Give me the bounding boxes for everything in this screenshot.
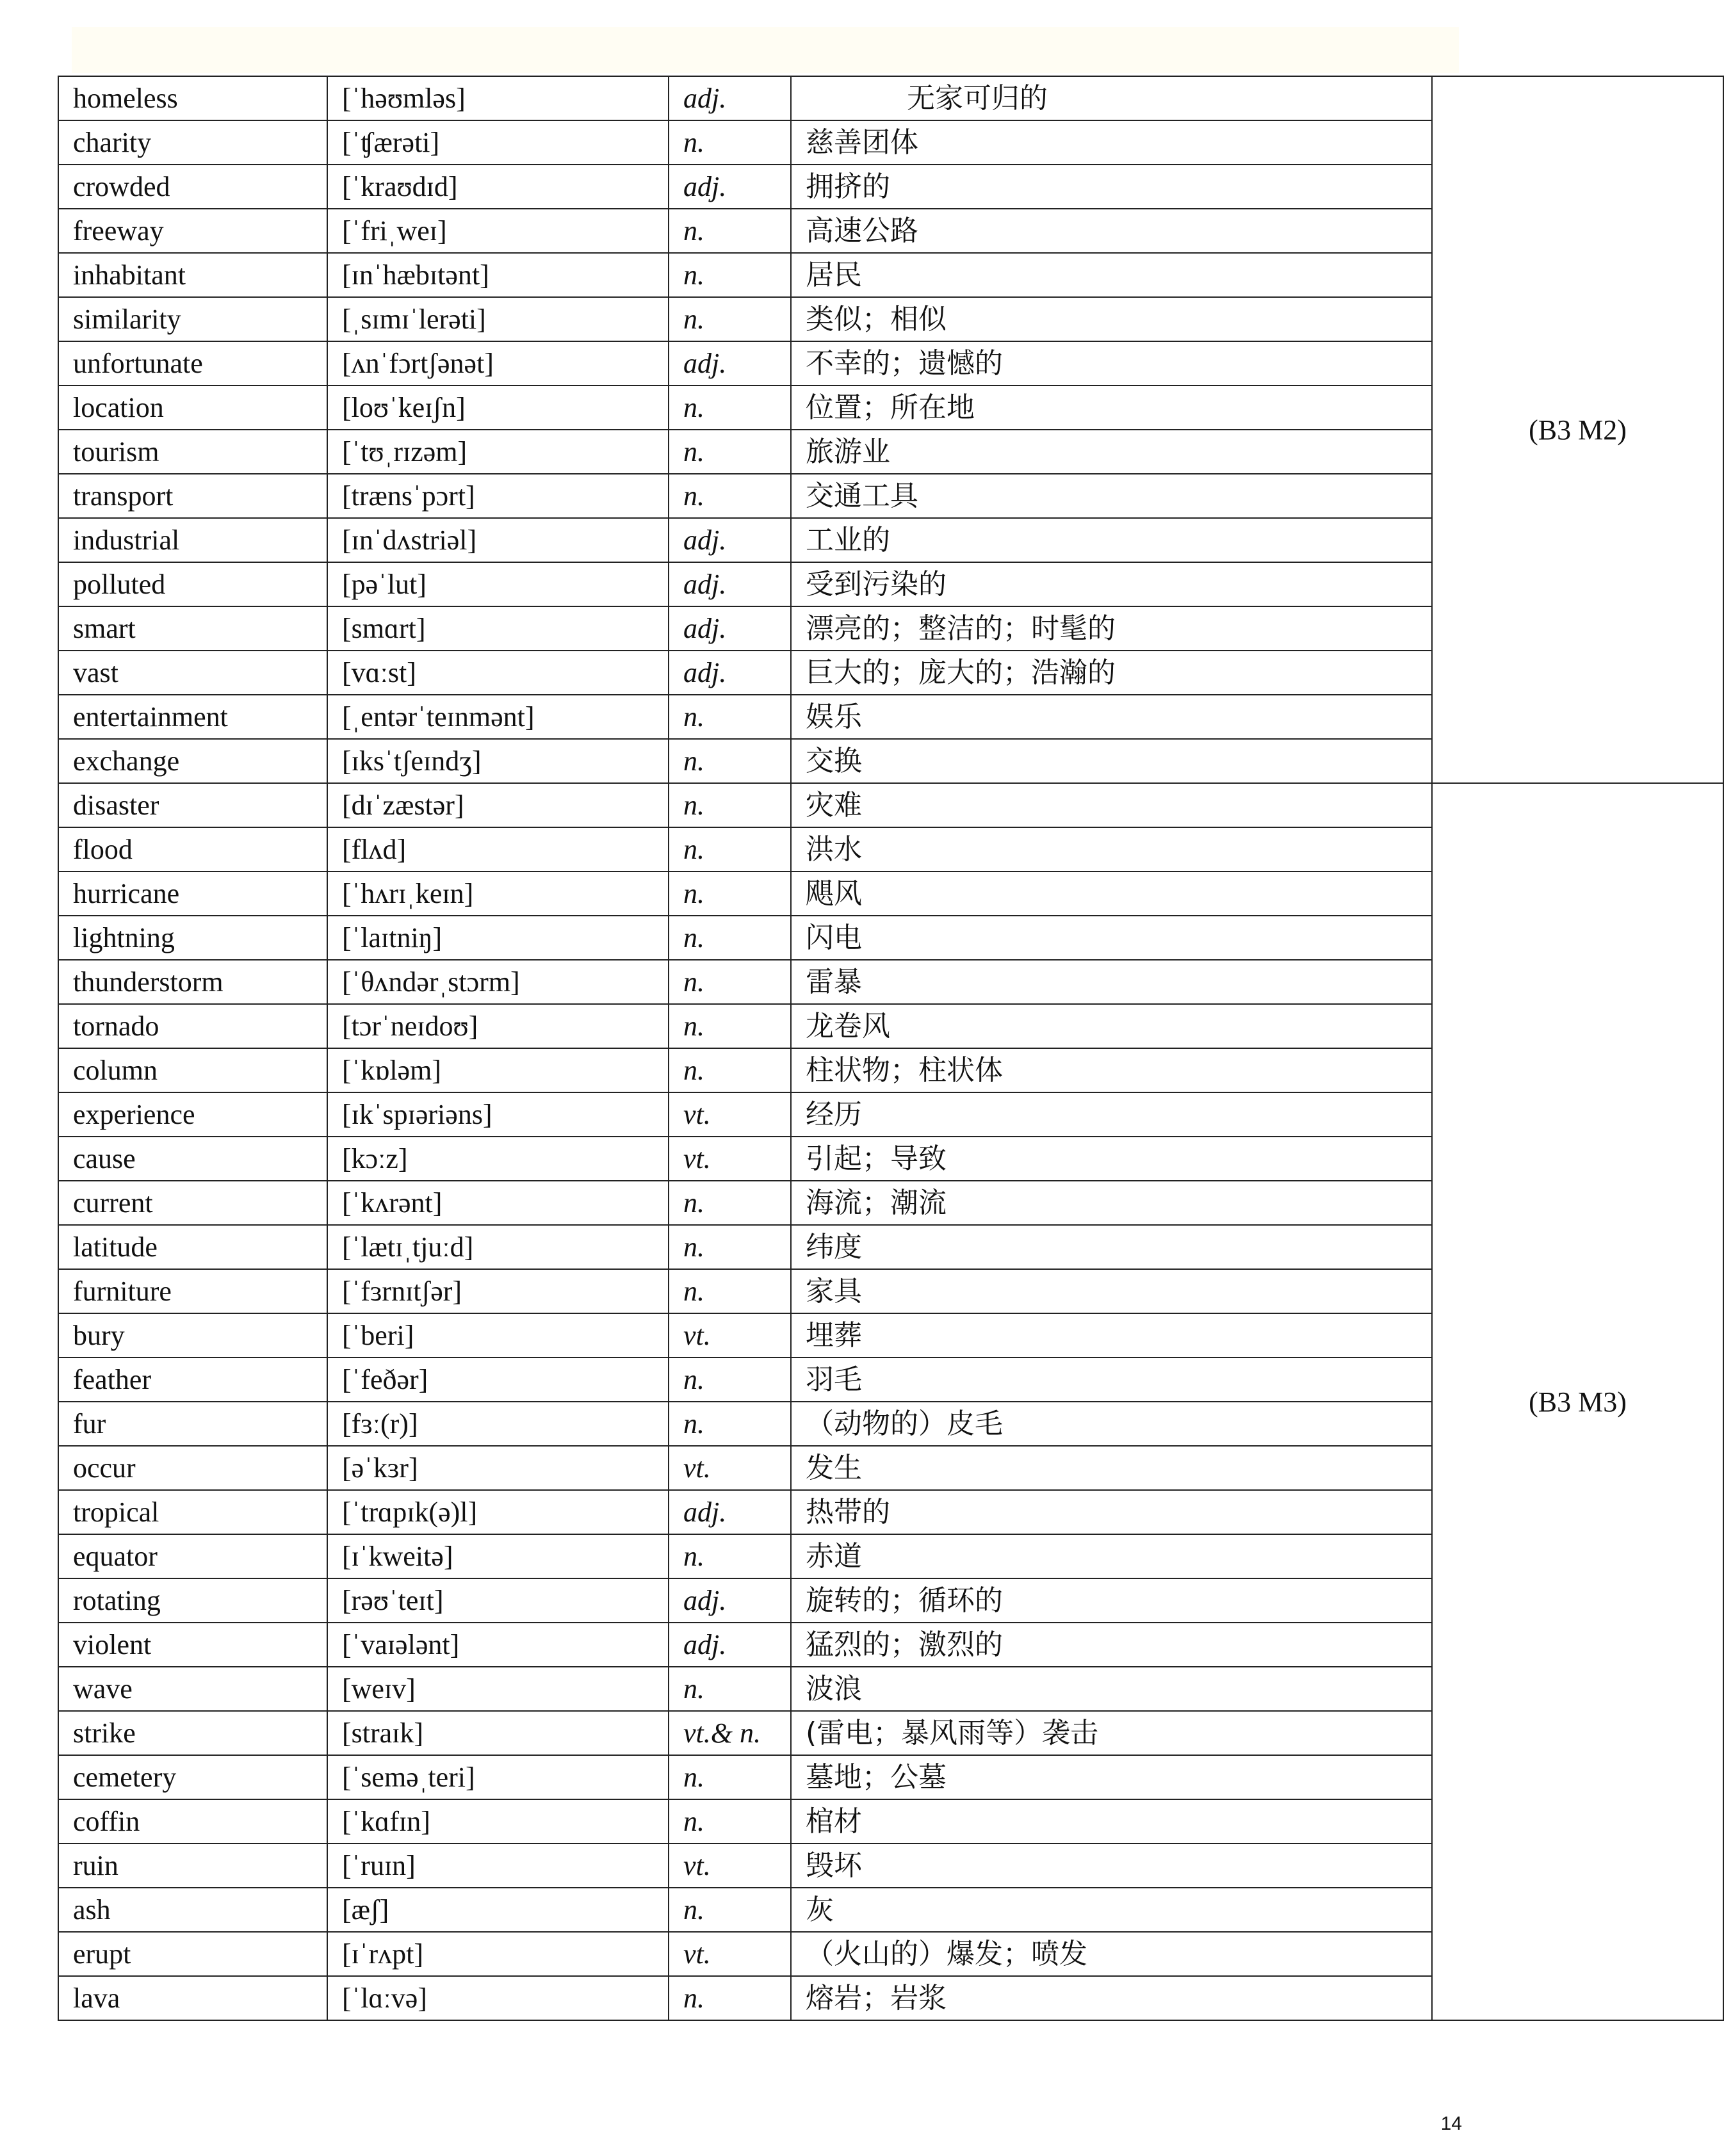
part-of-speech-cell: n. bbox=[669, 474, 791, 518]
word-cell: crowded bbox=[58, 165, 327, 209]
part-of-speech-cell: vt. bbox=[669, 1092, 791, 1137]
word-cell: inhabitant bbox=[58, 253, 327, 297]
part-of-speech-cell: n. bbox=[669, 253, 791, 297]
part-of-speech-cell: n. bbox=[669, 1755, 791, 1799]
phonetic-cell: [fɜː(r)] bbox=[327, 1402, 669, 1446]
phonetic-cell: [ˌsɪmɪˈlerəti] bbox=[327, 297, 669, 341]
word-cell: entertainment bbox=[58, 695, 327, 739]
part-of-speech-cell: adj. bbox=[669, 1578, 791, 1623]
word-cell: location bbox=[58, 385, 327, 430]
word-cell: polluted bbox=[58, 562, 327, 606]
meaning-cell: 类似；相似 bbox=[791, 297, 1432, 341]
meaning-cell: 雷暴 bbox=[791, 960, 1432, 1004]
meaning-cell: 海流；潮流 bbox=[791, 1181, 1432, 1225]
part-of-speech-cell: n. bbox=[669, 783, 791, 827]
part-of-speech-cell: n. bbox=[669, 297, 791, 341]
word-cell: industrial bbox=[58, 518, 327, 562]
part-of-speech-cell: n. bbox=[669, 827, 791, 871]
word-cell: violent bbox=[58, 1623, 327, 1667]
part-of-speech-cell: vt. bbox=[669, 1932, 791, 1976]
meaning-cell: 交换 bbox=[791, 739, 1432, 783]
phonetic-cell: [ɪnˈhæbɪtənt] bbox=[327, 253, 669, 297]
word-cell: ash bbox=[58, 1888, 327, 1932]
part-of-speech-cell: n. bbox=[669, 120, 791, 165]
word-cell: lava bbox=[58, 1976, 327, 2020]
part-of-speech-cell: adj. bbox=[669, 606, 791, 651]
phonetic-cell: [ˈtrɑpɪk(ə)l] bbox=[327, 1490, 669, 1534]
phonetic-cell: [ˈlætɪˌtjuːd] bbox=[327, 1225, 669, 1269]
word-cell: ruin bbox=[58, 1844, 327, 1888]
meaning-cell: 墓地；公墓 bbox=[791, 1755, 1432, 1799]
word-cell: wave bbox=[58, 1667, 327, 1711]
word-cell: charity bbox=[58, 120, 327, 165]
phonetic-cell: [ˈruɪn] bbox=[327, 1844, 669, 1888]
word-cell: feather bbox=[58, 1358, 327, 1402]
meaning-cell: 慈善团体 bbox=[791, 120, 1432, 165]
meaning-cell: 纬度 bbox=[791, 1225, 1432, 1269]
phonetic-cell: [loʊˈkeɪʃn] bbox=[327, 385, 669, 430]
word-cell: erupt bbox=[58, 1932, 327, 1976]
word-cell: tornado bbox=[58, 1004, 327, 1048]
meaning-cell: 家具 bbox=[791, 1269, 1432, 1313]
phonetic-cell: [kɔːz] bbox=[327, 1137, 669, 1181]
phonetic-cell: [ˈfeðər] bbox=[327, 1358, 669, 1402]
phonetic-cell: [ˈvaɪələnt] bbox=[327, 1623, 669, 1667]
word-cell: occur bbox=[58, 1446, 327, 1490]
meaning-cell: 交通工具 bbox=[791, 474, 1432, 518]
part-of-speech-cell: n. bbox=[669, 430, 791, 474]
unit-label-cell: (B3 M2) bbox=[1432, 76, 1723, 783]
phonetic-cell: [ɪksˈtʃeɪndʒ] bbox=[327, 739, 669, 783]
part-of-speech-cell: n. bbox=[669, 1402, 791, 1446]
meaning-cell: 发生 bbox=[791, 1446, 1432, 1490]
word-cell: freeway bbox=[58, 209, 327, 253]
part-of-speech-cell: adj. bbox=[669, 651, 791, 695]
phonetic-cell: [æʃ] bbox=[327, 1888, 669, 1932]
table-row bbox=[58, 783, 1723, 827]
part-of-speech-cell: vt. bbox=[669, 1844, 791, 1888]
meaning-cell: 棺材 bbox=[791, 1799, 1432, 1844]
part-of-speech-cell: adj. bbox=[669, 518, 791, 562]
vocabulary-table-body bbox=[58, 76, 1723, 2020]
word-cell: column bbox=[58, 1048, 327, 1092]
part-of-speech-cell: n. bbox=[669, 1181, 791, 1225]
meaning-cell: 旅游业 bbox=[791, 430, 1432, 474]
phonetic-cell: [trænsˈpɔrt] bbox=[327, 474, 669, 518]
meaning-cell: 毁坏 bbox=[791, 1844, 1432, 1888]
word-cell: tourism bbox=[58, 430, 327, 474]
word-cell: cause bbox=[58, 1137, 327, 1181]
phonetic-cell: [straɪk] bbox=[327, 1711, 669, 1755]
part-of-speech-cell: n. bbox=[669, 871, 791, 916]
phonetic-cell: [ˈhəʊmləs] bbox=[327, 76, 669, 120]
meaning-cell: 洪水 bbox=[791, 827, 1432, 871]
word-cell: flood bbox=[58, 827, 327, 871]
meaning-cell: 高速公路 bbox=[791, 209, 1432, 253]
word-cell: lightning bbox=[58, 916, 327, 960]
phonetic-cell: [rəʊˈteɪt] bbox=[327, 1578, 669, 1623]
meaning-cell: 闪电 bbox=[791, 916, 1432, 960]
part-of-speech-cell: n. bbox=[669, 1667, 791, 1711]
phonetic-cell: [smɑrt] bbox=[327, 606, 669, 651]
word-cell: bury bbox=[58, 1313, 327, 1358]
phonetic-cell: [ˈhʌrɪˌkeɪn] bbox=[327, 871, 669, 916]
phonetic-cell: [ˈkraʊdɪd] bbox=[327, 165, 669, 209]
meaning-cell: 位置；所在地 bbox=[791, 385, 1432, 430]
phonetic-cell: [ɪnˈdʌstriəl] bbox=[327, 518, 669, 562]
word-cell: equator bbox=[58, 1534, 327, 1578]
page-number: 14 bbox=[1440, 2113, 1462, 2134]
word-cell: latitude bbox=[58, 1225, 327, 1269]
phonetic-cell: [ˌentərˈteɪnmənt] bbox=[327, 695, 669, 739]
meaning-cell: 无家可归的 bbox=[791, 76, 1432, 120]
word-cell: vast bbox=[58, 651, 327, 695]
phonetic-cell: [tɔrˈneɪdoʊ] bbox=[327, 1004, 669, 1048]
phonetic-cell: [ˈseməˌteri] bbox=[327, 1755, 669, 1799]
word-cell: cemetery bbox=[58, 1755, 327, 1799]
word-cell: strike bbox=[58, 1711, 327, 1755]
meaning-cell: (雷电；暴风雨等）袭击 bbox=[791, 1711, 1432, 1755]
word-cell: transport bbox=[58, 474, 327, 518]
phonetic-cell: [ˈtʊˌrɪzəm] bbox=[327, 430, 669, 474]
vocabulary-table bbox=[58, 76, 1724, 2021]
meaning-cell: 波浪 bbox=[791, 1667, 1432, 1711]
word-cell: furniture bbox=[58, 1269, 327, 1313]
meaning-cell: 巨大的；庞大的；浩瀚的 bbox=[791, 651, 1432, 695]
meaning-cell: 居民 bbox=[791, 253, 1432, 297]
phonetic-cell: [ˈkɑfɪn] bbox=[327, 1799, 669, 1844]
meaning-cell: 灰 bbox=[791, 1888, 1432, 1932]
part-of-speech-cell: n. bbox=[669, 739, 791, 783]
meaning-cell: 不幸的；遗憾的 bbox=[791, 341, 1432, 385]
phonetic-cell: [ɪˈrʌpt] bbox=[327, 1932, 669, 1976]
word-cell: exchange bbox=[58, 739, 327, 783]
part-of-speech-cell: adj. bbox=[669, 341, 791, 385]
meaning-cell: 埋葬 bbox=[791, 1313, 1432, 1358]
part-of-speech-cell: n. bbox=[669, 916, 791, 960]
word-cell: rotating bbox=[58, 1578, 327, 1623]
meaning-cell: 受到污染的 bbox=[791, 562, 1432, 606]
meaning-cell: （火山的）爆发；喷发 bbox=[791, 1932, 1432, 1976]
part-of-speech-cell: adj. bbox=[669, 562, 791, 606]
phonetic-cell: [ˈkɒləm] bbox=[327, 1048, 669, 1092]
part-of-speech-cell: n. bbox=[669, 1888, 791, 1932]
part-of-speech-cell: n. bbox=[669, 1799, 791, 1844]
word-cell: fur bbox=[58, 1402, 327, 1446]
meaning-cell: 娱乐 bbox=[791, 695, 1432, 739]
meaning-cell: 龙卷风 bbox=[791, 1004, 1432, 1048]
phonetic-cell: [dɪˈzæstər] bbox=[327, 783, 669, 827]
phonetic-cell: [pəˈlut] bbox=[327, 562, 669, 606]
meaning-cell: 猛烈的；激烈的 bbox=[791, 1623, 1432, 1667]
meaning-cell: 拥挤的 bbox=[791, 165, 1432, 209]
word-cell: tropical bbox=[58, 1490, 327, 1534]
phonetic-cell: [ˈfriˌweɪ] bbox=[327, 209, 669, 253]
part-of-speech-cell: n. bbox=[669, 960, 791, 1004]
part-of-speech-cell: adj. bbox=[669, 165, 791, 209]
part-of-speech-cell: n. bbox=[669, 1534, 791, 1578]
meaning-cell: 赤道 bbox=[791, 1534, 1432, 1578]
part-of-speech-cell: vt.& n. bbox=[669, 1711, 791, 1755]
part-of-speech-cell: n. bbox=[669, 695, 791, 739]
part-of-speech-cell: adj. bbox=[669, 1490, 791, 1534]
phonetic-cell: [ˈlaɪtniŋ] bbox=[327, 916, 669, 960]
meaning-cell: 羽毛 bbox=[791, 1358, 1432, 1402]
phonetic-cell: [əˈkɜr] bbox=[327, 1446, 669, 1490]
page-header-band bbox=[72, 27, 1459, 73]
table-row bbox=[58, 76, 1723, 120]
word-cell: experience bbox=[58, 1092, 327, 1137]
word-cell: current bbox=[58, 1181, 327, 1225]
part-of-speech-cell: n. bbox=[669, 1004, 791, 1048]
phonetic-cell: [ˈʧærəti] bbox=[327, 120, 669, 165]
word-cell: homeless bbox=[58, 76, 327, 120]
part-of-speech-cell: n. bbox=[669, 209, 791, 253]
meaning-cell: 漂亮的；整洁的；时髦的 bbox=[791, 606, 1432, 651]
part-of-speech-cell: vt. bbox=[669, 1137, 791, 1181]
meaning-cell: 柱状物；柱状体 bbox=[791, 1048, 1432, 1092]
meaning-cell: 旋转的；循环的 bbox=[791, 1578, 1432, 1623]
part-of-speech-cell: adj. bbox=[669, 76, 791, 120]
phonetic-cell: [ˈberi] bbox=[327, 1313, 669, 1358]
word-cell: coffin bbox=[58, 1799, 327, 1844]
phonetic-cell: [ˈθʌndərˌstɔrm] bbox=[327, 960, 669, 1004]
phonetic-cell: [ˈfɜrnɪtʃər] bbox=[327, 1269, 669, 1313]
meaning-cell: 热带的 bbox=[791, 1490, 1432, 1534]
meaning-cell: 经历 bbox=[791, 1092, 1432, 1137]
phonetic-cell: [ˈkʌrənt] bbox=[327, 1181, 669, 1225]
word-cell: similarity bbox=[58, 297, 327, 341]
word-cell: hurricane bbox=[58, 871, 327, 916]
part-of-speech-cell: n. bbox=[669, 1358, 791, 1402]
meaning-cell: 飓风 bbox=[791, 871, 1432, 916]
meaning-cell: （动物的）皮毛 bbox=[791, 1402, 1432, 1446]
phonetic-cell: [vɑːst] bbox=[327, 651, 669, 695]
word-cell: disaster bbox=[58, 783, 327, 827]
meaning-cell: 工业的 bbox=[791, 518, 1432, 562]
part-of-speech-cell: vt. bbox=[669, 1446, 791, 1490]
phonetic-cell: [ɪkˈspɪəriəns] bbox=[327, 1092, 669, 1137]
meaning-cell: 引起；导致 bbox=[791, 1137, 1432, 1181]
phonetic-cell: [ɪˈkweitə] bbox=[327, 1534, 669, 1578]
word-cell: thunderstorm bbox=[58, 960, 327, 1004]
part-of-speech-cell: adj. bbox=[669, 1623, 791, 1667]
phonetic-cell: [weɪv] bbox=[327, 1667, 669, 1711]
part-of-speech-cell: n. bbox=[669, 1269, 791, 1313]
part-of-speech-cell: n. bbox=[669, 1976, 791, 2020]
part-of-speech-cell: n. bbox=[669, 1048, 791, 1092]
part-of-speech-cell: vt. bbox=[669, 1313, 791, 1358]
phonetic-cell: [ˈlɑːvə] bbox=[327, 1976, 669, 2020]
phonetic-cell: [ʌnˈfɔrtʃənət] bbox=[327, 341, 669, 385]
part-of-speech-cell: n. bbox=[669, 385, 791, 430]
word-cell: smart bbox=[58, 606, 327, 651]
meaning-cell: 灾难 bbox=[791, 783, 1432, 827]
unit-label-cell: (B3 M3) bbox=[1432, 783, 1723, 2020]
part-of-speech-cell: n. bbox=[669, 1225, 791, 1269]
phonetic-cell: [flʌd] bbox=[327, 827, 669, 871]
meaning-cell: 熔岩；岩浆 bbox=[791, 1976, 1432, 2020]
word-cell: unfortunate bbox=[58, 341, 327, 385]
